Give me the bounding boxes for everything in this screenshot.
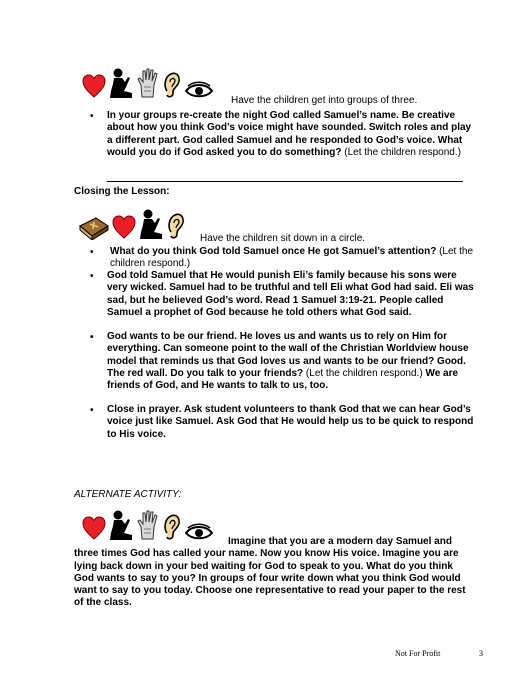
closing-bullet-3-bold-tail: We are friends of God, and He wants to talk to us, too. bbox=[107, 367, 459, 392]
heart-icon bbox=[112, 214, 136, 240]
closing-bullet-3-bold: God wants to be our friend. He loves us and wants us to rely on Him for everything. Can someone point to the wall of the Christian Worldview house model that reminds us that God loves us and wants to be our friend? Good. The red wall. Do you talk to your friends? bbox=[107, 331, 469, 379]
heart-icon bbox=[82, 73, 106, 99]
closing-bullet-2: God told Samuel that He would punish Eli’s family because his sons were very wicked. Samuel had to be truthful and tell Eli what God had said. Eli was sad, but he believed God’s word. Read 1 Samuel 3:19-21. People called Samuel a prophet of God because he told others what God said. bbox=[107, 270, 474, 318]
instruction-text: Have the children get into groups of three. bbox=[231, 95, 418, 106]
closing-bullet-3 bbox=[107, 331, 482, 392]
alternate-paragraph: Imagine that you are a modern day Samuel and three times God has called your name. Now you know His voice. Imagine you are lying back down in your bed waiting for God to speak to you. What do you think God wants to say to you? In groups of four write down what you think God would want to say to you today. Choose one representative to read your paper to the rest of the class. bbox=[74, 536, 466, 609]
ear-icon bbox=[166, 212, 186, 240]
closing-bullet-4: Close in prayer. Ask student volunteers to thank God that we can hear God’s voice just like Samuel. Ask God that He would help us to be quick to respond to His voice. bbox=[107, 404, 474, 440]
page-number: 3 bbox=[479, 649, 483, 658]
closing-bullet-3-note: (Let the children respond.) bbox=[305, 367, 423, 379]
eye-icon bbox=[184, 81, 214, 99]
closing-instruction: Have the children sit down in a circle. bbox=[200, 233, 366, 244]
bible-icon bbox=[78, 214, 110, 240]
closing-bullet-1-note: (Let the children respond.) bbox=[110, 246, 474, 270]
praying-person-icon bbox=[138, 208, 164, 240]
ear-icon bbox=[162, 71, 182, 99]
alternate-heading: ALTERNATE ACTIVITY: bbox=[74, 489, 182, 500]
closing-heading: Closing the Lesson: bbox=[74, 186, 170, 197]
icon-row-closing bbox=[78, 208, 186, 240]
praying-person-icon bbox=[108, 67, 134, 99]
section-divider bbox=[107, 181, 463, 182]
closing-bullet-1-bold: What do you think God told Samuel once He got Samuel’s attention? bbox=[110, 246, 437, 257]
activity-response-note: (Let the children respond.) bbox=[344, 146, 461, 158]
bullet-dot: • bbox=[90, 247, 94, 258]
bullet-dot: • bbox=[90, 111, 94, 122]
icon-row-activity bbox=[82, 67, 214, 99]
activity-paragraph bbox=[107, 110, 479, 159]
bullet-dot: • bbox=[90, 332, 94, 343]
activity-bold-text: In your groups re-create the night God called Samuel’s name. Be creative about how you think God’s voice might have sounded. Switch roles and play a different part. God called Samuel and he responded to God’s voice. What would you do if God asked you to do something? bbox=[107, 110, 472, 158]
footer-label: Not For Profit bbox=[395, 649, 441, 658]
hand-icon bbox=[136, 67, 160, 99]
bullet-dot: • bbox=[90, 271, 94, 282]
closing-bullet-1 bbox=[110, 246, 482, 271]
bullet-dot: • bbox=[90, 405, 94, 416]
